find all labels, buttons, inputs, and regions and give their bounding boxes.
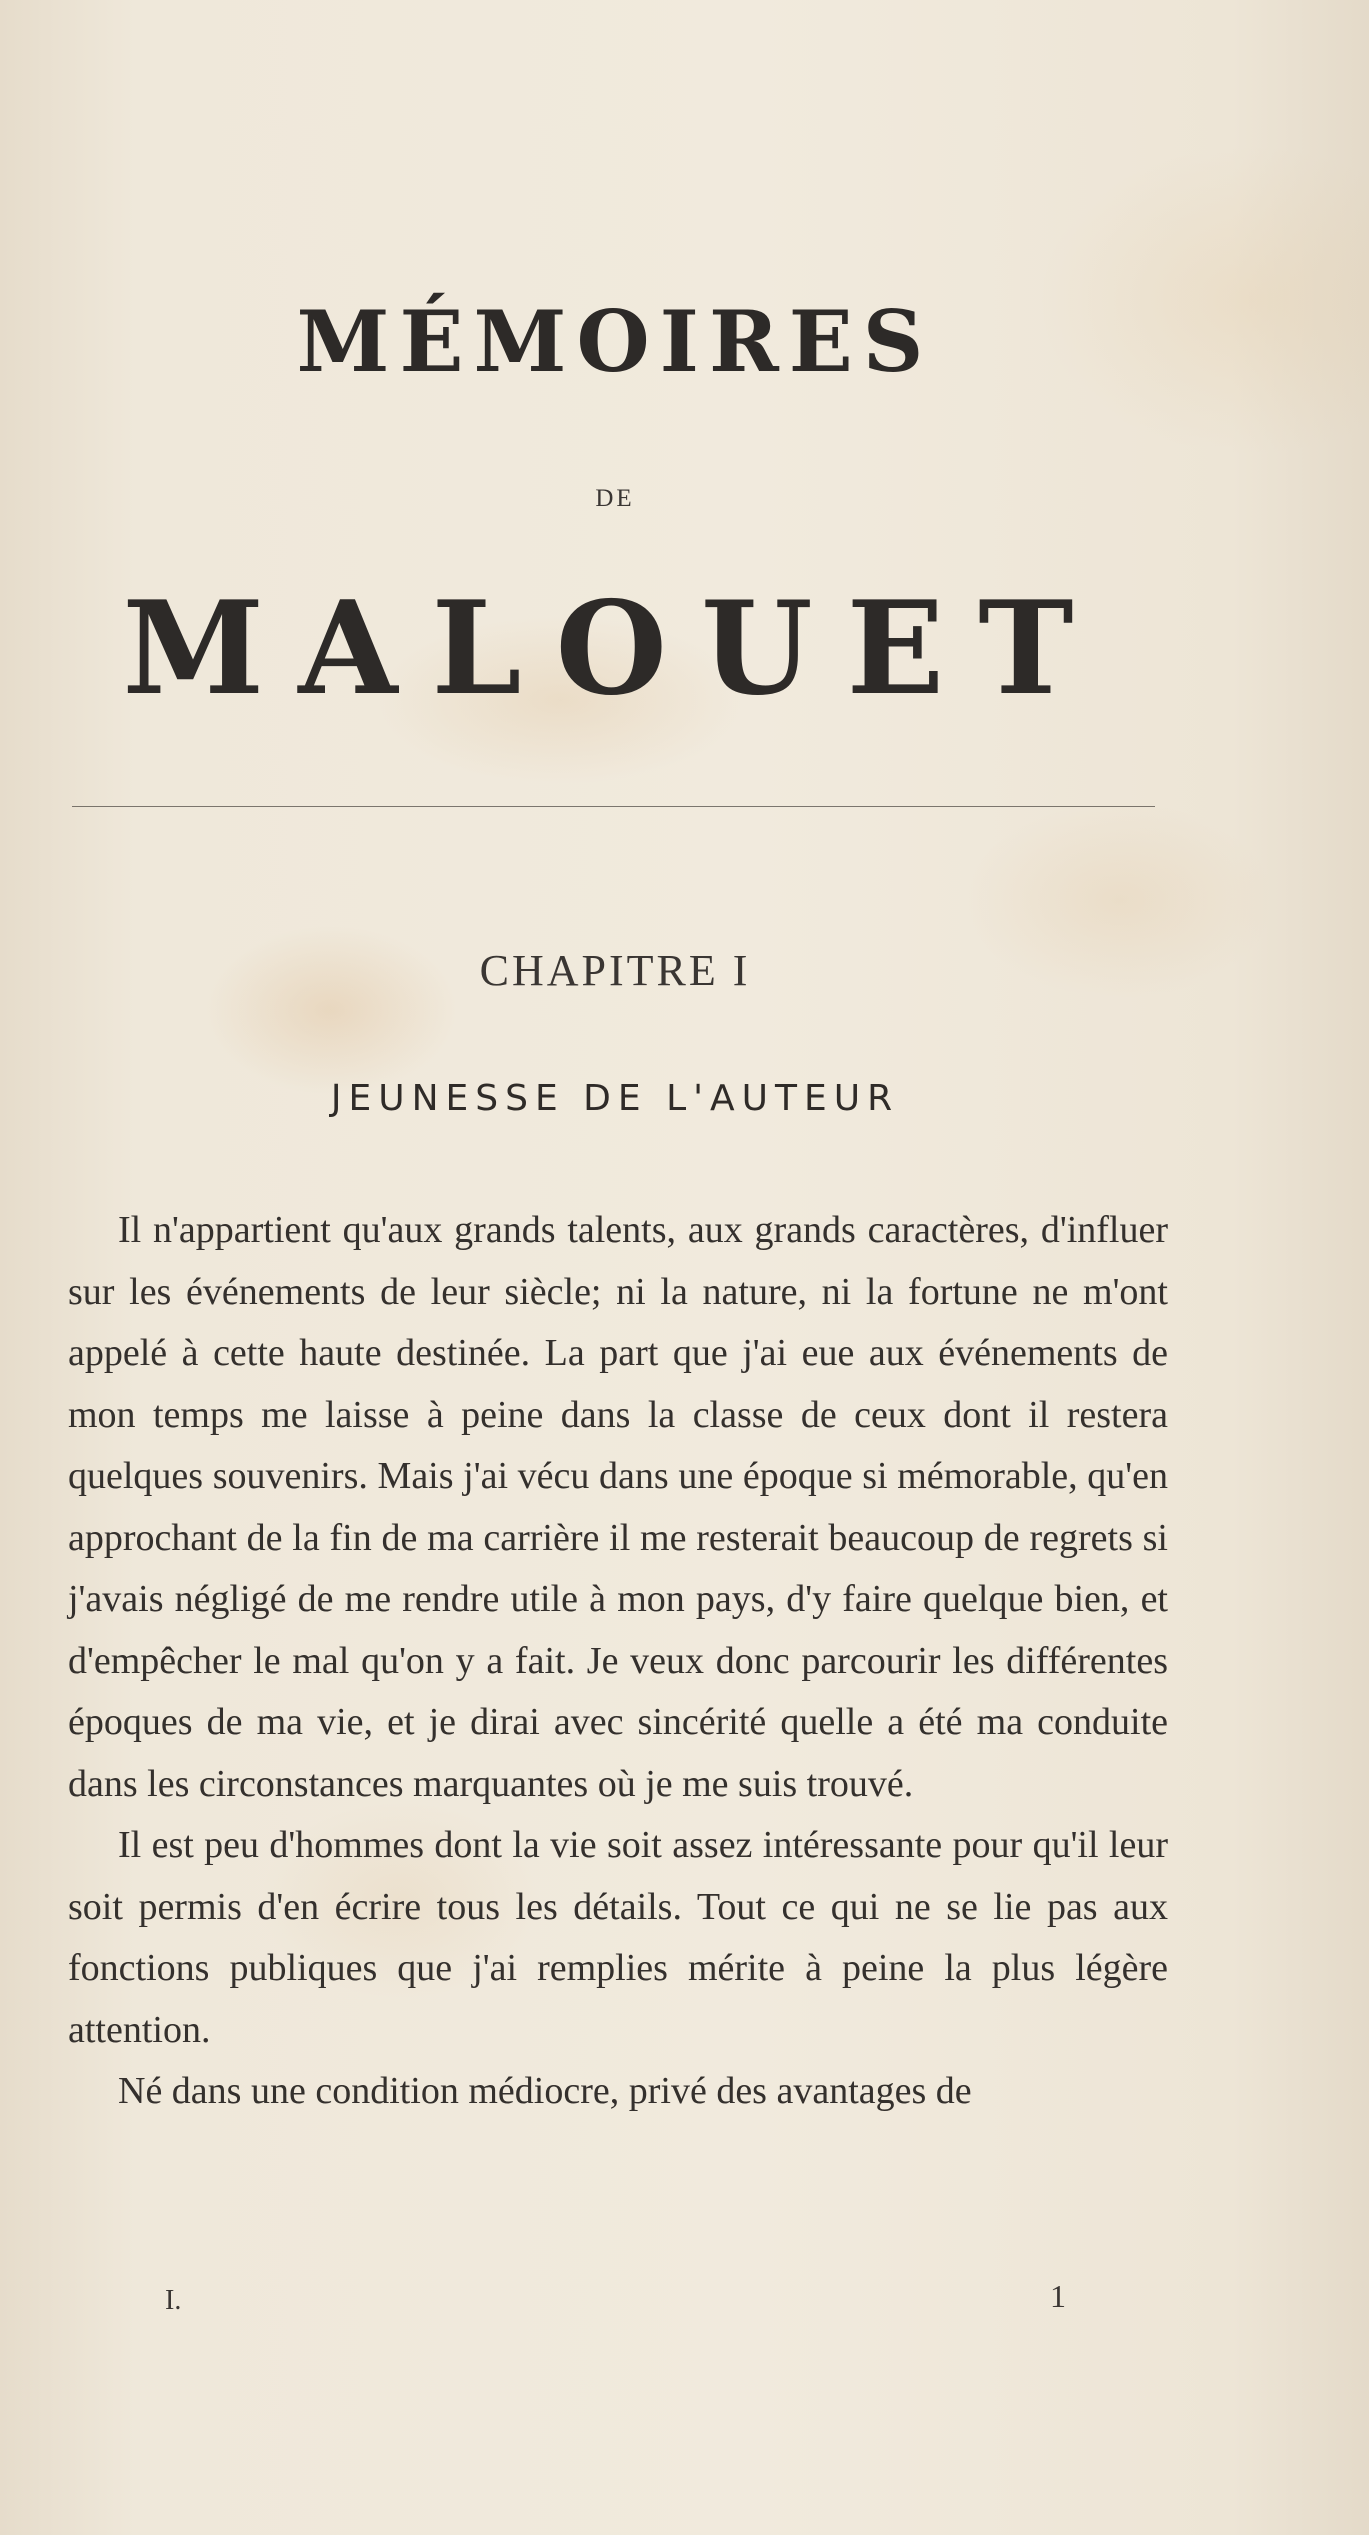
- page-number: 1: [1050, 2278, 1066, 2314]
- body-text: [68, 1200, 1168, 2123]
- title-divider-rule: [72, 806, 1155, 807]
- paragraph: Il n'appartient qu'aux grands talents, aux grands caractères, d'influer sur les événements de leur siècle; ni la nature, ni la fortune ne m'ont appelé à cette haute destinée. La part que j'ai eue aux événements de mon temps me laisse à peine dans la classe de ceux dont il restera quelques souvenirs. Mais j'ai vécu dans une époque si mémorable, qu'en approchant de la fin de ma carrière il me resterait beaucoup de regrets si j'avais négligé de me rendre utile à mon pays, d'y faire quelque bien, et d'empêcher le mal qu'on y a fait. Je veux donc parcourir les différentes époques de ma vie, et je dirai avec sincérité quelle a été ma conduite dans les circonstances marquantes où je me suis trouvé.: [68, 1209, 1168, 1805]
- signature-mark: I.: [165, 2285, 182, 2316]
- paragraph: Né dans une condition médiocre, privé des avantages de: [118, 2070, 972, 2112]
- chapter-title: JEUNESSE DE L'AUTEUR: [330, 1078, 900, 1119]
- paragraph: Il est peu d'hommes dont la vie soit assez intéressante pour qu'il leur soit permis d'en écrire tous les détails. Tout ce qui ne se lie pas aux fonctions publiques que j'ai remplies mérite à peine la plus légère attention.: [68, 1824, 1168, 2051]
- book-title-particle: DE: [595, 485, 635, 512]
- chapter-number: CHAPITRE I: [479, 946, 751, 995]
- book-title-memoires: MÉMOIRES: [296, 292, 934, 391]
- book-title-author: MALOUET: [122, 574, 1108, 724]
